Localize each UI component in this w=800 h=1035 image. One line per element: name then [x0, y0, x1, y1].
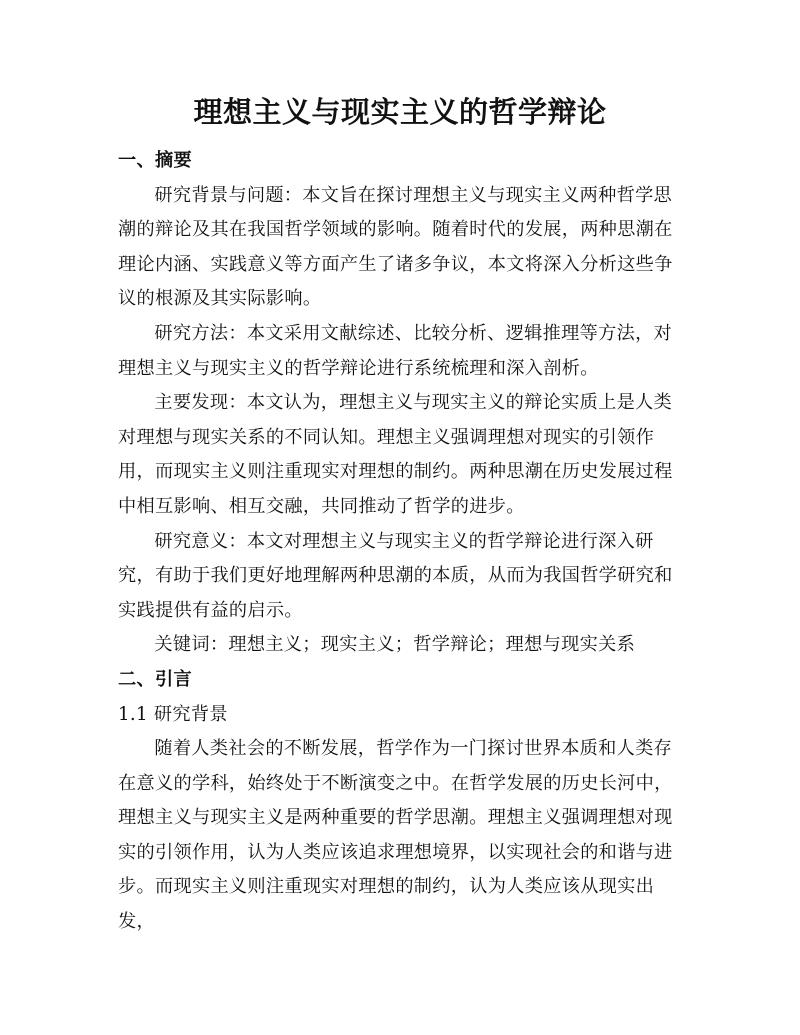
- abstract-findings-paragraph: 主要发现：本文认为，理想主义与现实主义的辩论实质上是人类对理想与现实关系的不同认知。理想主义强调理想对现实的引领作用，而现实主义则注重现实对理想的制约。两种思潮在历史发展过程中相互影响、相互交融，共同推动了哲学的进步。: [118, 392, 673, 517]
- document-title: 理想主义与现实主义的哲学辩论: [193, 95, 607, 129]
- introduction-paragraph: 随着人类社会的不断发展，哲学作为一门探讨世界本质和人类存在意义的学科，始终处于不断演变之中。在哲学发展的历史长河中，理想主义与现实主义是两种重要的哲学思潮。理想主义强调理想对现实的引领作用，认为人类应该追求理想境界，以实现社会的和谐与进步。而现实主义则注重现实对理想的制约，认为人类应该从现实出发，: [118, 738, 673, 933]
- abstract-method-paragraph: 研究方法：本文采用文献综述、比较分析、逻辑推理等方法，对理想主义与现实主义的哲学辩论进行系统梳理和深入剖析。: [118, 322, 673, 379]
- document-body: [118, 144, 684, 940]
- section-heading-introduction: 二、引言: [118, 668, 192, 690]
- section-heading-abstract: 一、摘要: [118, 150, 192, 171]
- keywords-line: 关键词：理想主义；现实主义；哲学辩论；理想与现实关系: [154, 634, 636, 656]
- abstract-significance-paragraph: 研究意义：本文对理想主义与现实主义的哲学辩论进行深入研究，有助于我们更好地理解两种思潮的本质，从而为我国哲学研究和实践提供有益的启示。: [118, 530, 673, 621]
- subsection-heading-background: 1.1 研究背景: [118, 703, 228, 725]
- abstract-background-paragraph: 研究背景与问题：本文旨在探讨理想主义与现实主义两种哲学思潮的辩论及其在我国哲学领域的影响。随着时代的发展，两种思潮在理论内涵、实践意义等方面产生了诸多争议，本文将深入分析这些争议的根源及其实际影响。: [118, 184, 673, 310]
